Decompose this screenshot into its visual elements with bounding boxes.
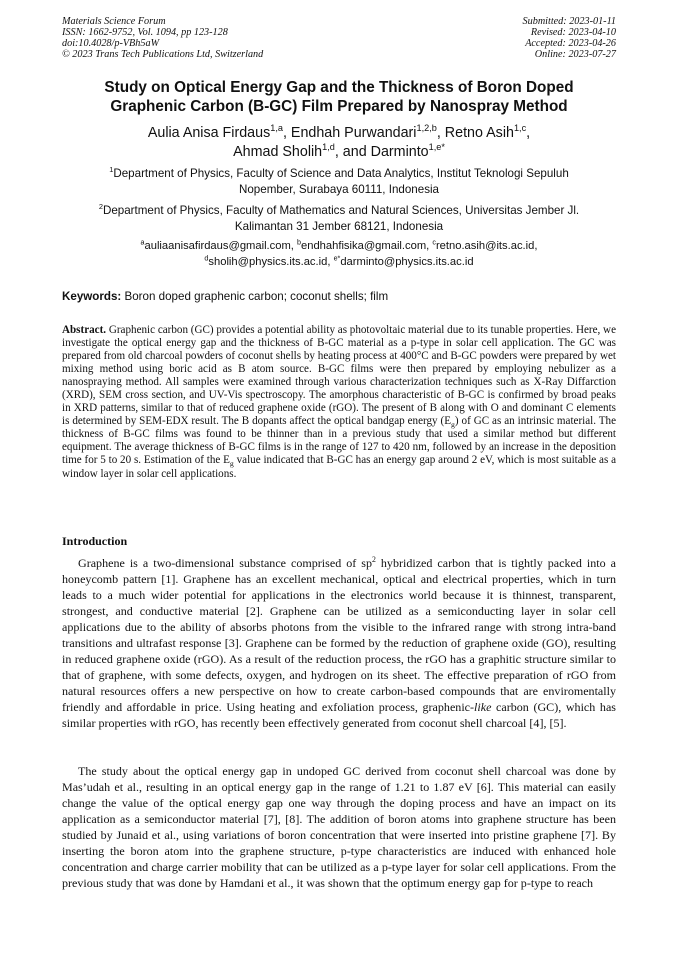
title-line-2: Graphenic Carbon (B-GC) Film Prepared by Nanospray Method — [110, 98, 568, 115]
affiliation-line — [62, 166, 616, 182]
abstract-text: Graphenic carbon (GC) provides a potential ability as photovoltaic material due to its tunable properties. Here, we investigate the optical energy gap and the thickness of B-GC material as a p-type in solar cell application. The GC was prepared from old charcoal powders of coconut shells by heating process at 400°C and B-GC powders were prepared by wet mixing method using boric acid as B atom source. B-GC films were then prepared by employing nebulizer as a nanospraying method. All samples were examined through various characterization techniques such as X-Ray Diffarction (XRD), SEM cross section, and UV-Vis spectroscopy. The amorphous characteristic of B-GC is confirmed by broad peaks in XRD patterns, similar to that of reduced graphene oxide (rGO). The present of B along with O and dominant C elements is determined by SEM-EDX result. The B dopants affect the optical bandgap energy (E — [62, 324, 616, 428]
email-mark: b — [297, 238, 301, 247]
abstract-text: ) of GC as an intrinsic material. The thickness of B-GC films was found to be thinner than in a previous study that used a similar method but different equipment. The average thickness of B-GC films is in the range of 127 to 420 nm, followed by an increase in the deposition time for 5 to 20 s. Estimation of the E — [62, 415, 616, 467]
affiliation-line — [62, 203, 616, 219]
authors-line-1 — [62, 124, 616, 143]
paragraph — [62, 555, 616, 732]
date-online: Online: 2023-07-27 — [534, 49, 616, 60]
paragraph — [62, 763, 616, 891]
abstract-label: Abstract. — [62, 324, 107, 336]
italic-text: like — [474, 700, 492, 715]
email-link[interactable]: endhahfisika@gmail.com, — [301, 240, 433, 252]
subscript: g — [451, 420, 455, 430]
paper-title — [62, 78, 616, 116]
affiliation-1 — [62, 166, 616, 198]
journal-name: Materials Science Forum — [62, 16, 166, 27]
email-mark: d — [204, 254, 209, 263]
author-name: Ahmad Sholih — [233, 144, 323, 160]
body-paragraph-2 — [62, 763, 616, 891]
paragraph-text: hybridized carbon that is tightly packed into a honeycomb pattern [1]. Graphene has an excellent mechanical, optical and electrical properties, which in turn leads to a much wider potential for applications in the electronics world because it is thinnest, transparent, strongest, and conductive material [2]. Graphene can be utilized as a semiconducting layer in solar cell applications due to the ability of absorbs photons from the visible to the infrared range with strong intra-band transitions and ultrafast response [3]. Graphene can be formed by the reduction of graphene oxide (GO), resulting in reduced graphene oxide (rGO). As a result of the reduction process, the rGO has a graphitic structure similar to that of graphene, with some defects, oxygen, and hydrogen on its sheet. The effective preparation of rGO from natural resources offers a new perspective on how to create carbon-based compounds that are enviromentally friendly and affordable in price. Using heating and exfoliation process, graphenic- — [62, 556, 616, 715]
subscript: g — [229, 459, 234, 469]
body-paragraph-1 — [62, 555, 616, 732]
journal-issn: ISSN: 1662-9752, Vol. 1094, pp 123-128 — [62, 27, 228, 38]
keywords-label: Keywords: — [62, 290, 122, 303]
email-link[interactable]: darminto@physics.its.ac.id — [340, 256, 474, 268]
keywords-text: Boron doped graphenic carbon; coconut shells; film — [121, 290, 389, 303]
author-separator: , — [436, 125, 445, 141]
email-link[interactable]: retno.asih@its.ac.id, — [435, 240, 538, 252]
paragraph-text: Graphene is a two-dimensional substance comprised of sp — [78, 556, 372, 570]
affiliation-mark: 1 — [109, 165, 114, 175]
author-affiliation-mark: 1,d — [322, 142, 335, 153]
authors-line-2 — [62, 143, 616, 162]
superscript: 2 — [371, 554, 376, 564]
author-separator: , and — [334, 144, 371, 160]
author-affiliation-mark: 1,a — [270, 123, 283, 134]
keywords — [62, 289, 616, 304]
paragraph-text: The study about the optical energy gap in undoped GC derived from coconut shell charcoal was done by Mas’udah et al., resulting in an optical energy gap in the range of 1.21 to 1.87 eV [6]. This material can easily change the value of the optical energy gap one way through the doping process and have an impact on its application as a semiconductor material [7], [8]. The addition of boron atoms into graphene structure has been studied by Junaid et al., using variations of boron concentration that were inserted into pristine graphene [7]. By inserting the boron atom into the graphene structure, p-type characteristics are induced with enhanced hole concentration and charge carrier mobility that can be utilized as a p-type layer for solar cell applications. From the previous study that was done by Hamdani et al., it was shown that the optimum energy gap for p-type to reach — [62, 764, 616, 891]
abstract-text: value indicated that B-GC has an energy gap around 2 eV, which is most suitable as a window layer in solar cell applications. — [62, 454, 616, 480]
section-heading-introduction: Introduction — [62, 534, 128, 548]
author-affiliation-mark: 1,2,b — [416, 123, 437, 134]
date-submitted: Submitted: 2023-01-11 — [522, 16, 616, 27]
email-mark: c — [432, 238, 436, 247]
journal-copyright: © 2023 Trans Tech Publications Ltd, Switzerland — [62, 49, 264, 60]
abstract — [62, 324, 616, 481]
affiliation-text: Department of Physics, Faculty of Mathematics and Natural Sciences, Universitas Jember Jl. — [102, 204, 580, 217]
title-line-1: Study on Optical Energy Gap and the Thickness of Boron Doped — [104, 79, 574, 96]
journal-info — [62, 16, 263, 60]
author-name: Darminto — [370, 144, 429, 160]
author-separator: , — [282, 125, 291, 141]
author-affiliation-mark: 1,c — [513, 123, 527, 134]
author-list — [62, 124, 616, 162]
publication-dates — [523, 16, 616, 60]
email-link[interactable]: sholih@physics.its.ac.id, — [208, 256, 334, 268]
date-accepted: Accepted: 2023-04-26 — [525, 38, 616, 49]
author-separator: , — [526, 125, 531, 141]
author-emails — [62, 238, 616, 270]
email-link[interactable]: auliaanisafirdaus@gmail.com, — [144, 240, 298, 252]
email-mark: e* — [333, 254, 341, 263]
date-revised: Revised: 2023-04-10 — [530, 27, 616, 38]
affiliation-text: Department of Physics, Faculty of Science and Data Analytics, Institut Teknologi Sepuluh — [113, 167, 569, 180]
affiliation-mark: 2 — [98, 202, 103, 212]
affiliation-text: Nopember, Surabaya 60111, Indonesia — [238, 183, 440, 196]
author-affiliation-mark: 1,e* — [428, 142, 445, 153]
affiliation-text: Kalimantan 31 Jember 68121, Indonesia — [234, 220, 444, 233]
author-name: Aulia Anisa Firdaus — [147, 125, 271, 141]
author-name: Endhah Purwandari — [290, 125, 417, 141]
emails-line-2 — [62, 254, 616, 270]
journal-doi: doi:10.4028/p-VBh5aW — [62, 38, 160, 49]
paragraph-text: carbon (GC), which has similar properties with rGO, has recently been effectively generated from coconut shell charcoal [4], [5]. — [62, 700, 616, 731]
email-mark: a — [140, 238, 145, 247]
author-name: Retno Asih — [444, 125, 514, 141]
affiliation-2 — [62, 203, 616, 235]
emails-line-1 — [62, 238, 616, 254]
